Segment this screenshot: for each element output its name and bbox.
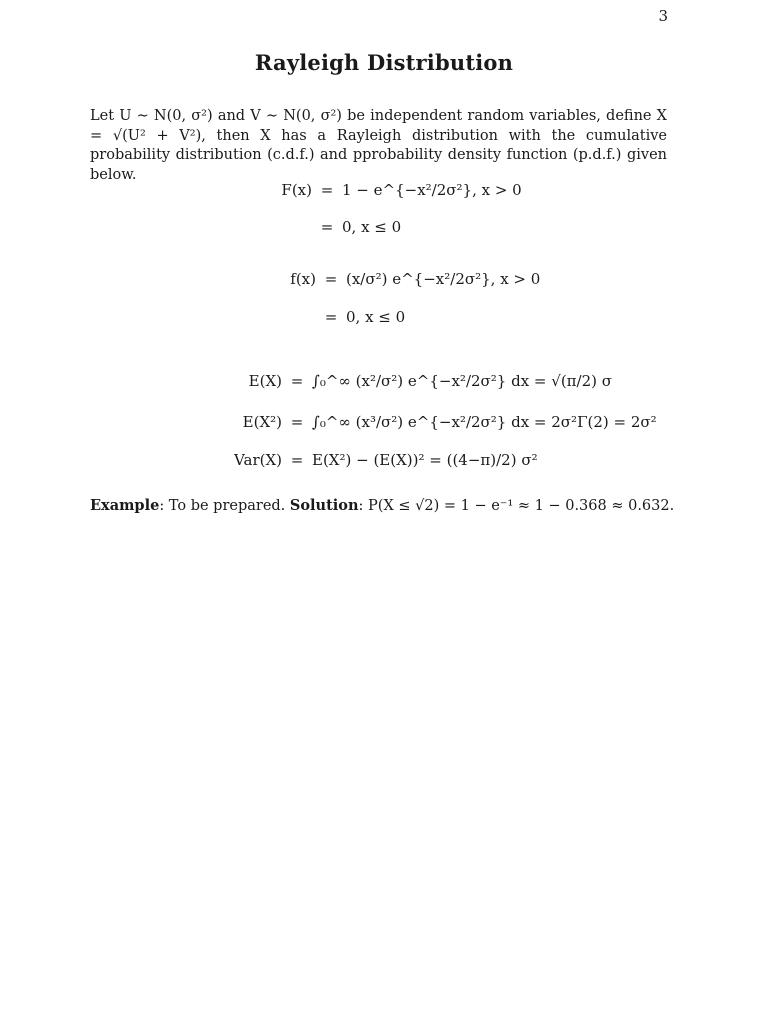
mean-relation: = [290,372,304,390]
pdf-rhs-2: 0, x ≤ 0 [346,308,406,326]
mean-equation [200,372,612,390]
example-text: : To be prepared. [159,498,286,514]
page-number: 3 [658,7,668,25]
second-moment-equation [200,413,657,431]
pdf-relation: = [324,270,338,288]
intro-paragraph: Let U ∼ N(0, σ²) and V ∼ N(0, σ²) be independent random variables, define X = √(U² + V²), then X has a Rayleigh distribution with the cumulative probability distribution (c.d.f.) and pprobability density function (p.d.f.) given below. [90,108,667,183]
cdf-equation-line-2 [312,218,401,236]
second-moment-relation: = [290,413,304,431]
example-line [90,497,690,514]
pdf-lhs: f(x) [290,270,316,288]
solution-label: Solution [289,497,359,514]
example-label: Example [90,497,160,514]
solution-text: : P(X ≤ √2) = 1 − e⁻¹ ≈ 1 − 0.368 ≈ 0.632. [358,498,675,514]
pdf-relation-2: = [324,308,338,326]
mean-lhs: E(X) [248,372,282,390]
cdf-rhs-2: 0, x ≤ 0 [342,218,402,236]
cdf-lhs: F(x) [281,181,312,199]
variance-lhs: Var(X) [234,451,282,469]
pdf-equation-line-1 [254,270,540,288]
pdf-equation-line-2 [316,308,405,326]
cdf-relation: = [320,181,334,199]
variance-equation [200,451,538,469]
cdf-equation-line-1 [250,181,522,199]
cdf-relation-2: = [320,218,334,236]
cdf-rhs: 1 − e^{−x²/2σ²}, x > 0 [342,181,522,199]
mean-rhs: ∫₀^∞ (x²/σ²) e^{−x²/2σ²} dx = √(π/2) σ [312,372,612,390]
second-moment-rhs: ∫₀^∞ (x³/σ²) e^{−x²/2σ²} dx = 2σ²Γ(2) = 2σ² [312,413,657,431]
variance-rhs: E(X²) − (E(X))² = ((4−π)/2) σ² [312,451,538,469]
pdf-rhs: (x/σ²) e^{−x²/2σ²}, x > 0 [346,270,541,288]
variance-relation: = [290,451,304,469]
second-moment-lhs: E(X²) [242,413,282,431]
page-title: Rayleigh Distribution [254,50,514,75]
